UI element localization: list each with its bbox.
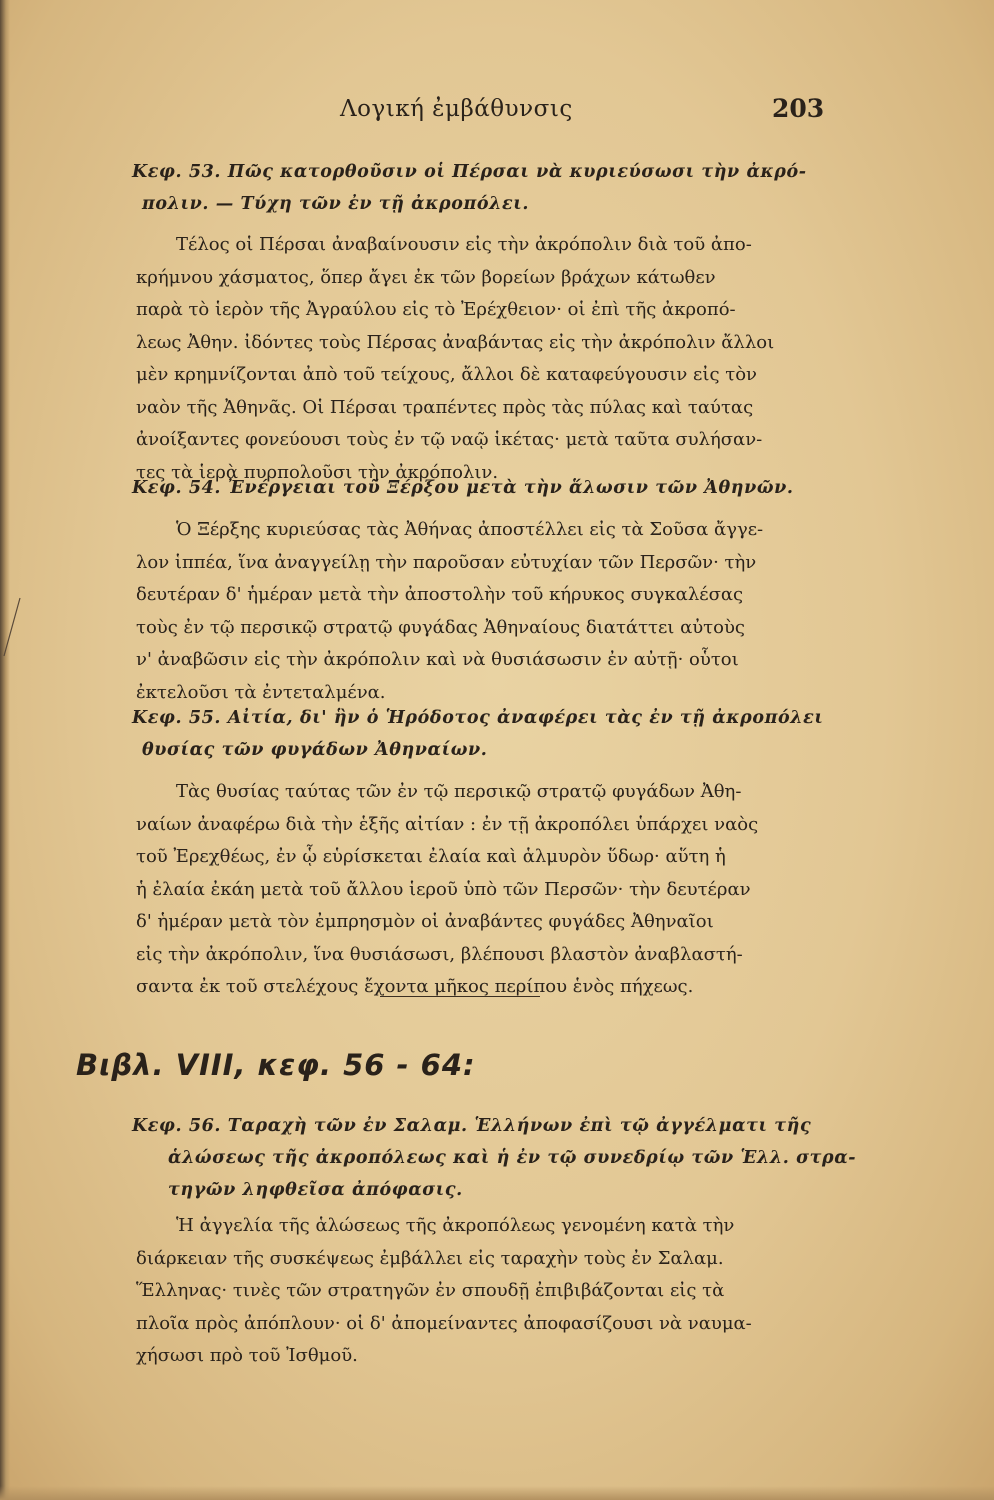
- text-line: λεως Ἀθην. ἰδόντες τοὺς Πέρσας ἀναβάντας εἰς τὴν ἀκρόπολιν ἄλλοι: [136, 331, 775, 353]
- heading-line: Κεφ. 55. Αἰτία, δι' ἣν ὁ Ἡρόδοτος ἀναφέρει τὰς ἐν τῇ ἀκροπόλει: [132, 708, 824, 728]
- chapter-53-heading: [132, 156, 807, 220]
- text-line: σαντα ἐκ τοῦ στελέχους ἔχοντα μῆκος περίπου ἑνὸς πήχεως.: [136, 976, 694, 997]
- text-line: ναίων ἀναφέρω διὰ τὴν ἑξῆς αἰτίαν : ἐν τῇ ἀκροπόλει ὑπάρχει ναὸς: [136, 813, 759, 835]
- chapter-53-paragraph: [136, 229, 774, 489]
- text-line: διάρκειαν τῆς συσκέψεως ἐμβάλλει εἰς ταραχὴν τοὺς ἐν Σαλαμ.: [136, 1247, 724, 1269]
- page-binding-edge: [0, 0, 10, 1500]
- heading-line: Κεφ. 53. Πῶς κατορθοῦσιν οἱ Πέρσαι νὰ κυριεύσωσι τὴν ἀκρό-: [132, 162, 807, 182]
- text-line: τες τὰ ἱερὰ πυρπολοῦσι τὴν ἀκρόπολιν.: [136, 461, 499, 483]
- text-line: λον ἱππέα, ἵνα ἀναγγείλῃ τὴν παροῦσαν εὐτυχίαν τῶν Περσῶν· τὴν: [136, 551, 757, 573]
- text-line: Ἡ ἀγγελία τῆς ἁλώσεως τῆς ἀκροπόλεως γενομένη κατὰ τὴν: [176, 1215, 735, 1236]
- text-line: χήσωσι πρὸ τοῦ Ἰσθμοῦ.: [136, 1345, 358, 1366]
- text-line: Ἕλληνας· τινὲς τῶν στρατηγῶν ἐν σπουδῇ ἐπιβιβάζονται εἰς τὰ: [136, 1280, 725, 1301]
- chapter-54-heading: [132, 472, 794, 504]
- page-bottom-edge: [0, 1486, 994, 1500]
- heading-line: Κεφ. 56. Ταραχὴ τῶν ἐν Σαλαμ. Ἑλλήνων ἐπὶ τῷ ἀγγέλματι τῆς: [132, 1116, 812, 1136]
- running-head: Λογική ἐμβάθυνσις: [340, 96, 573, 122]
- text-line: κρήμνου χάσματος, ὅπερ ἄγει ἐκ τῶν βορείων βράχων κάτωθεν: [136, 266, 716, 288]
- text-line: μὲν κρημνίζονται ἀπὸ τοῦ τείχους, ἄλλοι δὲ καταφεύγουσιν εἰς τὸν: [136, 364, 757, 385]
- chapter-56-paragraph: [136, 1210, 752, 1373]
- text-line: ἡ ἐλαία ἐκάη μετὰ τοῦ ἄλλου ἱεροῦ ὑπὸ τῶν Περσῶν· τὴν δευτέραν: [136, 878, 751, 900]
- text-line: ν' ἀναβῶσιν εἰς τὴν ἀκρόπολιν καὶ νὰ θυσιάσωσιν ἐν αὐτῇ· οὗτοι: [136, 649, 739, 670]
- chapter-54-paragraph: [136, 514, 763, 709]
- text-line: παρὰ τὸ ἱερὸν τῆς Ἀγραύλου εἰς τὸ Ἐρέχθειον· οἱ ἐπὶ τῆς ἀκροπό-: [136, 299, 736, 320]
- margin-pencil-mark: [0, 596, 24, 676]
- text-line: ἐκτελοῦσι τὰ ἐντεταλμένα.: [136, 681, 386, 703]
- text-line: Ὁ Ξέρξης κυριεύσας τὰς Ἀθήνας ἀποστέλλει εἰς τὰ Σοῦσα ἄγγε-: [176, 519, 764, 540]
- text-line: δευτέραν δ' ἡμέραν μετὰ τὴν ἀποστολὴν τοῦ κήρυκος συγκαλέσας: [136, 584, 744, 605]
- text-line: Τὰς θυσίας ταύτας τῶν ἐν τῷ περσικῷ στρατῷ φυγάδων Ἀθη-: [176, 781, 742, 802]
- chapter-55-heading: [132, 702, 823, 766]
- text-line: δ' ἡμέραν μετὰ τὸν ἐμπρησμὸν οἱ ἀναβάντες φυγάδες Ἀθηναῖοι: [136, 911, 714, 932]
- section-divider: [380, 996, 540, 997]
- text-line: ἀνοίξαντες φονεύουσι τοὺς ἐν τῷ ναῷ ἱκέτας· μετὰ ταῦτα συλήσαν-: [136, 429, 763, 450]
- heading-line: θυσίας τῶν φυγάδων Ἀθηναίων.: [142, 740, 488, 760]
- text-line: τοὺς ἐν τῷ περσικῷ στρατῷ φυγάδας Ἀθηναίους διατάττει αὐτοὺς: [136, 616, 746, 638]
- chapter-55-paragraph: [136, 776, 758, 1004]
- section-title: Βιβλ. VIII, κεφ. 56 - 64:: [76, 1048, 476, 1082]
- text-line: ναὸν τῆς Ἀθηνᾶς. Οἱ Πέρσαι τραπέντες πρὸς τὰς πύλας καὶ ταύτας: [136, 396, 754, 418]
- heading-line: Κεφ. 54. Ἐνέργειαι τοῦ Ξέρξου μετὰ τὴν ἅλωσιν τῶν Ἀθηνῶν.: [132, 478, 794, 498]
- text-line: τοῦ Ἐρεχθέως, ἐν ᾧ εὑρίσκεται ἐλαία καὶ ἁλμυρὸν ὕδωρ· αὕτη ἡ: [136, 846, 726, 867]
- text-line: Τέλος οἱ Πέρσαι ἀναβαίνουσιν εἰς τὴν ἀκρόπολιν διὰ τοῦ ἀπο-: [176, 234, 752, 255]
- chapter-56-heading: [132, 1110, 856, 1206]
- text-line: πλοῖα πρὸς ἀπόπλουν· οἱ δ' ἀπομείναντες ἀποφασίζουσι νὰ ναυμα-: [136, 1312, 752, 1334]
- page-number: 203: [772, 94, 825, 123]
- heading-line: ἁλώσεως τῆς ἀκροπόλεως καὶ ἡ ἐν τῷ συνεδρίῳ τῶν Ἑλλ. στρα-: [168, 1148, 857, 1168]
- heading-line: τηγῶν ληφθεῖσα ἀπόφασις.: [168, 1180, 463, 1200]
- text-line: εἰς τὴν ἀκρόπολιν, ἵνα θυσιάσωσι, βλέπουσι βλαστὸν ἀναβλαστή-: [136, 943, 743, 965]
- heading-line: πολιν. — Τύχη τῶν ἐν τῇ ἀκροπόλει.: [142, 194, 530, 214]
